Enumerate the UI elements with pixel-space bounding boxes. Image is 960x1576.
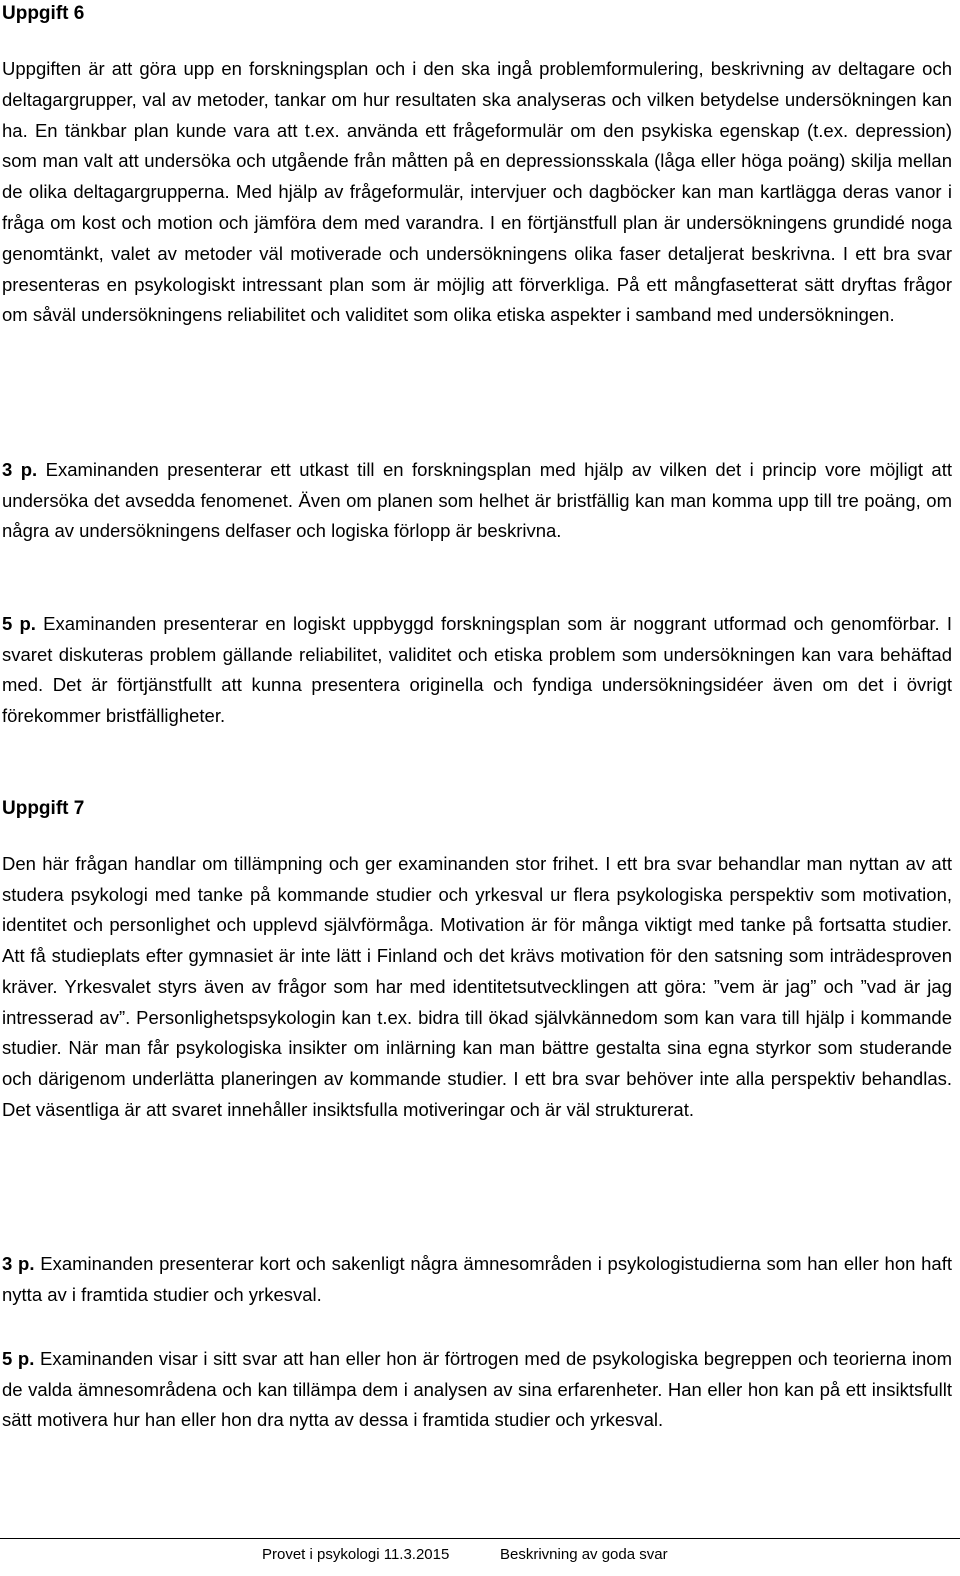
footer-divider xyxy=(0,1538,960,1539)
task6-score3-text: Examinanden presenterar ett utkast till en forskningsplan med hjälp av vilken det i princip vore möjligt att undersöka det avsedda fenomenet. Även om planen som helhet är bristfällig kan man komma upp till tre poäng, om några av undersökningens delfaser och logiska förlopp är beskrivna. xyxy=(2,459,953,542)
task6-score3-label: 3 p. xyxy=(2,459,38,480)
task7-score5-label: 5 p. xyxy=(2,1348,35,1369)
task6-heading: Uppgift 6 xyxy=(2,3,85,24)
task7-score3-label: 3 p. xyxy=(2,1253,35,1274)
task7-heading: Uppgift 7 xyxy=(2,798,85,819)
footer-exam-title: Provet i psykologi 11.3.2015 xyxy=(262,1546,450,1563)
task7-score3-paragraph xyxy=(2,1249,952,1310)
task7-score3-text: Examinanden presenterar kort och sakenligt några ämnesområden i psykologistudierna som han eller hon haft nytta av i framtida studier och yrkesval. xyxy=(2,1253,953,1305)
task7-score5-text: Examinanden visar i sitt svar att han eller hon är förtrogen med de psykologiska begreppen och teorierna inom de valda ämnesområdena och kan tillämpa dem i analysen av sina erfarenheter. Han eller hon kan på ett insiktsfullt sätt motivera hur han eller hon dra nytta av dessa i framtida studier och yrkesval. xyxy=(2,1348,953,1431)
task6-score5-paragraph xyxy=(2,609,952,732)
task6-score5-text: Examinanden presenterar en logiskt uppbyggd forskningsplan som är noggrant utformad och genomförbar. I svaret diskuteras problem gällande reliabilitet, validitet och etiska problem som undersökningen kan vara behäftad med. Det är förtjänstfullt att kunna presentera originella och fyndiga undersökningsidéer även om det i övrigt förekommer bristfälligheter. xyxy=(2,613,952,727)
task6-intro: Uppgiften är att göra upp en forskningsplan och i den ska ingå problemformulering, beskrivning av deltagare och deltagargrupper, val av metoder, tankar om hur resultaten ska analyseras och vilken betydelse undersökningen kan ha. En tänkbar plan kunde vara att t.ex. använda ett frågeformulär om den psykiska egenskap (t.ex. depression) som man valt att undersöka och utgående från måtten på en depressionsskala (låga eller höga poäng) skilja mellan de olika deltagargrupperna. Med hjälp av frågeformulär, intervjuer och dagböcker kan man kartlägga deras vanor i fråga om kost och motion och jämföra dem med varandra. I en förtjänstfull plan är undersökningens grundidé noga genomtänkt, valet av metoder väl motiverade och undersökningens olika faser detaljerat beskrivna. I ett bra svar presenteras en psykologiskt intressant plan som är möjlig att förverkliga. På ett mångfasetterat sätt dryftas frågor om såväl undersökningens reliabilitet och validitet som olika etiska aspekter i samband med undersökningen. xyxy=(2,58,952,326)
task6-score5-label: 5 p. xyxy=(2,613,36,634)
task6-score3-paragraph xyxy=(2,455,952,547)
footer-document-title: Beskrivning av goda svar xyxy=(500,1546,668,1563)
task7-score5-paragraph xyxy=(2,1344,952,1436)
task7-intro: Den här frågan handlar om tillämpning och ger examinanden stor frihet. I ett bra svar behandlar man nyttan av att studera psykologi med tanke på kommande studier och yrkesval ur flera psykologiska perspektiv som motivation, identitet och personlighet och upplevd självförmåga. Motivation är för många viktigt med tanke på fortsatta studier. Att få studieplats efter gymnasiet är inte lätt i Finland och det krävs motivation för den satsning som inträdesproven kräver. Yrkesvalet styrs även av frågor som har med identitetsutvecklingen att göra: ”vem är jag” och ”vad är jag intresserad av”. Personlighetspsykologin kan t.ex. bidra till ökad självkännedom som kan vara till hjälp i kommande studier. När man får psykologiska insikter om inlärning kan man bättre gestalta sina egna styrkor som studerande och därigenom underlätta planeringen av kommande studier. I ett bra svar behöver inte alla perspektiv behandlas. Det väsentliga är att svaret innehåller insiktsfulla motiveringar och är väl strukturerat. xyxy=(2,853,952,1120)
